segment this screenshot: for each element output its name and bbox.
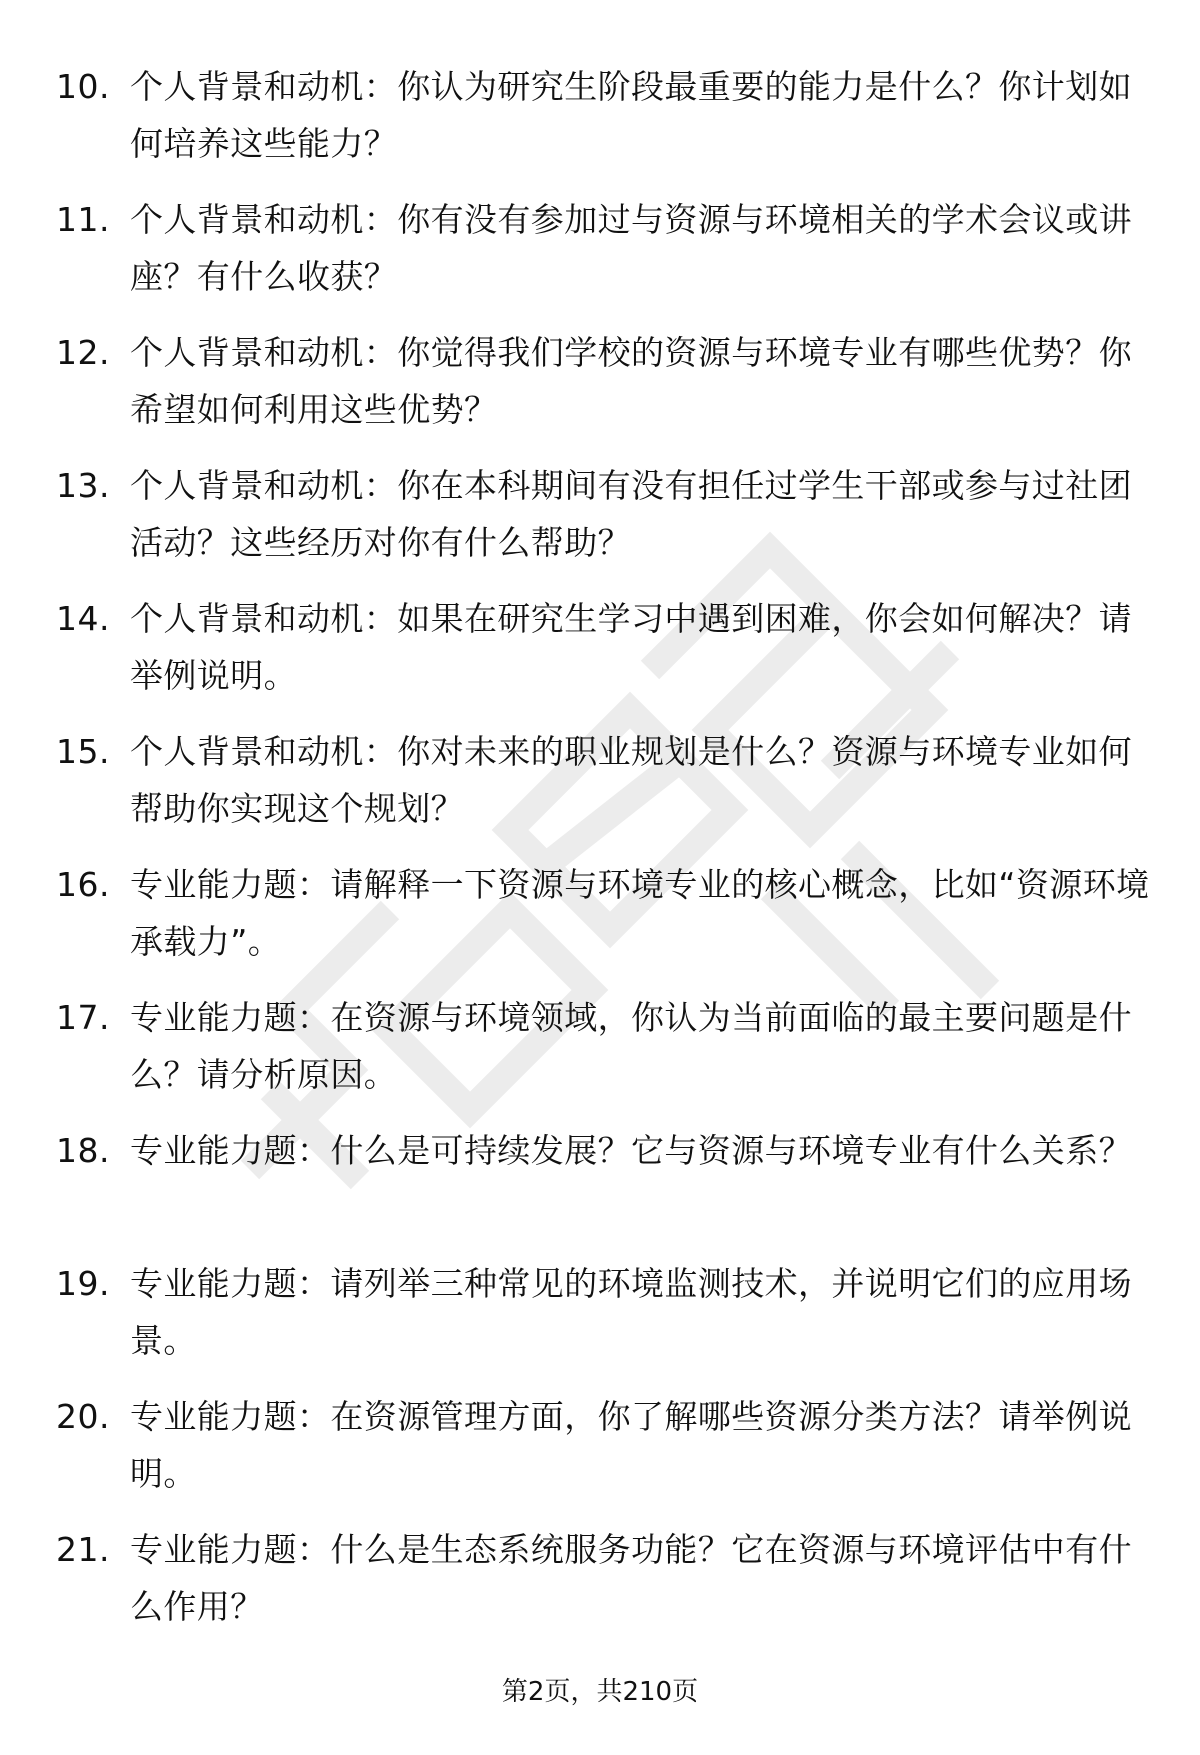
question-text: 个人背景和动机：你认为研究生阶段最重要的能力是什么？你计划如何培养这些能力？ <box>130 67 1132 163</box>
page-indicator: 第2页，共210页 <box>501 1677 699 1707</box>
question-number: 12. <box>56 333 110 372</box>
list-item <box>0 58 1200 191</box>
question-text: 专业能力题：请解释一下资源与环境专业的核心概念，比如“资源环境承载力”。 <box>130 865 1150 961</box>
question-number: 14. <box>56 599 110 638</box>
question-text: 个人背景和动机：你觉得我们学校的资源与环境专业有哪些优势？你希望如何利用这些优势？ <box>130 333 1132 429</box>
question-number: 21. <box>56 1530 110 1569</box>
question-text: 专业能力题：在资源与环境领域，你认为当前面临的最主要问题是什么？请分析原因。 <box>130 998 1132 1094</box>
question-number: 15. <box>56 732 110 771</box>
question-text: 个人背景和动机：你有没有参加过与资源与环境相关的学术会议或讲座？有什么收获？ <box>130 200 1132 296</box>
question-number: 10. <box>56 67 110 106</box>
list-item <box>0 324 1200 457</box>
list-item <box>0 989 1200 1122</box>
question-text: 专业能力题：在资源管理方面，你了解哪些资源分类方法？请举例说明。 <box>130 1397 1132 1493</box>
list-item <box>0 723 1200 856</box>
question-text: 专业能力题：什么是生态系统服务功能？它在资源与环境评估中有什么作用？ <box>130 1530 1132 1626</box>
question-text: 个人背景和动机：如果在研究生学习中遇到困难，你会如何解决？请举例说明。 <box>130 599 1132 695</box>
question-list <box>0 58 1200 1654</box>
list-item <box>0 1255 1200 1388</box>
list-item <box>0 856 1200 989</box>
question-text: 个人背景和动机：你在本科期间有没有担任过学生干部或参与过社团活动？这些经历对你有什么帮助？ <box>130 466 1132 562</box>
list-item <box>0 1388 1200 1521</box>
question-number: 16. <box>56 865 110 904</box>
question-number: 18. <box>56 1131 110 1170</box>
list-item <box>0 191 1200 324</box>
question-number: 20. <box>56 1397 110 1436</box>
question-number: 11. <box>56 200 110 239</box>
question-number: 17. <box>56 998 110 1037</box>
list-item <box>0 590 1200 723</box>
list-item <box>0 1122 1200 1255</box>
question-text: 专业能力题：请列举三种常见的环境监测技术，并说明它们的应用场景。 <box>130 1264 1132 1360</box>
question-number: 19. <box>56 1264 110 1303</box>
question-text: 专业能力题：什么是可持续发展？它与资源与环境专业有什么关系？ <box>130 1131 1132 1170</box>
list-item <box>0 457 1200 590</box>
list-item <box>0 1521 1200 1654</box>
question-number: 13. <box>56 466 110 505</box>
question-text: 个人背景和动机：你对未来的职业规划是什么？资源与环境专业如何帮助你实现这个规划？ <box>130 732 1132 828</box>
